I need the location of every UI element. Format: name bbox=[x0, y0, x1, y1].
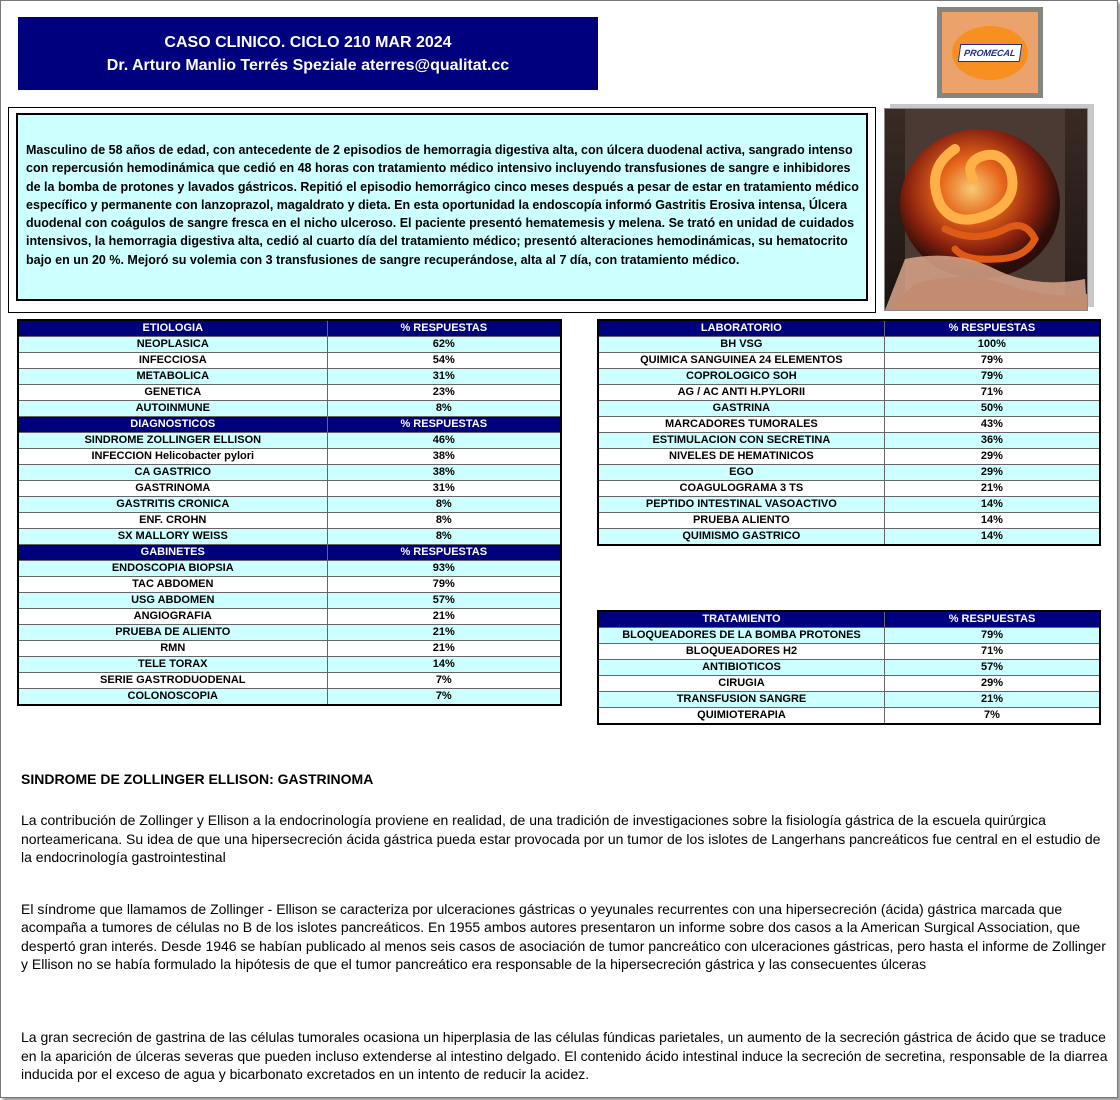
case-title: CASO CLINICO. CICLO 210 MAR 2024 bbox=[164, 33, 452, 51]
left-table-body bbox=[18, 320, 561, 705]
article-paragraph-1: La contribución de Zollinger y Ellison a la endocrinología proviene en realidad, de una tradición de investigaciones sobre la fisiología gástrica de la escuela quirúrgica norteamericana. Su idea de que una hipersecreción ácida gástrica pueda estar provocada por un tumor de los islotes de Langerhans pancreáticos fue central en el estudio de la endocrinología gastrointestinal bbox=[21, 812, 1101, 865]
table-row bbox=[18, 465, 561, 481]
left-results-table bbox=[17, 319, 562, 706]
row-label: AUTOINMUNE bbox=[18, 401, 327, 417]
promecal-logo-icon bbox=[937, 7, 1043, 98]
row-label: NIVELES DE HEMATINICOS bbox=[598, 449, 884, 465]
row-percent: 7% bbox=[327, 673, 561, 689]
row-percent: 8% bbox=[327, 401, 561, 417]
table-row bbox=[18, 401, 561, 417]
row-percent: 54% bbox=[327, 353, 561, 369]
column-header-percent: % RESPUESTAS bbox=[327, 417, 561, 433]
table-row bbox=[18, 657, 561, 673]
row-percent: 23% bbox=[327, 385, 561, 401]
row-percent: 38% bbox=[327, 465, 561, 481]
row-percent: 8% bbox=[327, 497, 561, 513]
table-row bbox=[18, 577, 561, 593]
row-percent: 21% bbox=[884, 481, 1100, 497]
case-header bbox=[18, 17, 598, 90]
row-label: PRUEBA ALIENTO bbox=[598, 513, 884, 529]
row-label: ENDOSCOPIA BIOPSIA bbox=[18, 561, 327, 577]
table-header-row bbox=[18, 417, 561, 433]
table-row bbox=[18, 513, 561, 529]
row-label: USG ABDOMEN bbox=[18, 593, 327, 609]
table-row bbox=[18, 449, 561, 465]
row-label: PRUEBA DE ALIENTO bbox=[18, 625, 327, 641]
row-label: TRANSFUSION SANGRE bbox=[598, 692, 884, 708]
table-row bbox=[598, 465, 1100, 481]
treat-table-body bbox=[598, 611, 1100, 724]
row-label: ESTIMULACION CON SECRETINA bbox=[598, 433, 884, 449]
row-percent: 8% bbox=[327, 529, 561, 545]
row-label: INFECCIOSA bbox=[18, 353, 327, 369]
row-label: SINDROME ZOLLINGER ELLISON bbox=[18, 433, 327, 449]
stomach-illustration-icon bbox=[884, 108, 1088, 311]
table-row bbox=[18, 689, 561, 706]
row-label: CA GASTRICO bbox=[18, 465, 327, 481]
author-line: Dr. Arturo Manlio Terrés Speziale aterres@qualitat.cc bbox=[106, 56, 510, 74]
row-label: BLOQUEADORES H2 bbox=[598, 644, 884, 660]
column-header-percent: % RESPUESTAS bbox=[884, 320, 1100, 337]
table-row bbox=[18, 673, 561, 689]
table-row bbox=[598, 660, 1100, 676]
row-label: METABOLICA bbox=[18, 369, 327, 385]
row-percent: 57% bbox=[327, 593, 561, 609]
row-percent: 36% bbox=[884, 433, 1100, 449]
row-label: SERIE GASTRODUODENAL bbox=[18, 673, 327, 689]
column-header-percent: % RESPUESTAS bbox=[327, 545, 561, 561]
column-header-percent: % RESPUESTAS bbox=[884, 611, 1100, 628]
table-row bbox=[598, 676, 1100, 692]
table-row bbox=[598, 337, 1100, 353]
table-row bbox=[18, 369, 561, 385]
table-row bbox=[18, 625, 561, 641]
row-percent: 21% bbox=[884, 692, 1100, 708]
case-description-frame bbox=[8, 107, 876, 313]
row-percent: 93% bbox=[327, 561, 561, 577]
table-row bbox=[18, 641, 561, 657]
row-label: QUIMISMO GASTRICO bbox=[598, 529, 884, 546]
table-row bbox=[598, 449, 1100, 465]
row-label: GASTRINOMA bbox=[18, 481, 327, 497]
table-row bbox=[598, 513, 1100, 529]
table-row bbox=[18, 385, 561, 401]
row-percent: 8% bbox=[327, 513, 561, 529]
row-percent: 14% bbox=[327, 657, 561, 673]
row-percent: 29% bbox=[884, 676, 1100, 692]
article-paragraph-3: La gran secreción de gastrina de las células tumorales ocasiona un hiperplasia de las células fúndicas parietales, un aumento de la secreción gástrica de ácido que se traduce en la aparición de úlceras severas que pueden incluso extenderse al intestino delgado. El contenido ácido intestinal induce la secreción de secretina, responsable de la diarrea inducida por el exceso de agua y bicarbonato excretados en un intento de reducir la acidez. bbox=[21, 1029, 1108, 1082]
table-row bbox=[18, 497, 561, 513]
row-label: GASTRITIS CRONICA bbox=[18, 497, 327, 513]
table-row bbox=[598, 481, 1100, 497]
row-percent: 29% bbox=[884, 465, 1100, 481]
table-row bbox=[598, 692, 1100, 708]
row-label: COLONOSCOPIA bbox=[18, 689, 327, 706]
row-label: AG / AC ANTI H.PYLORII bbox=[598, 385, 884, 401]
article-title: SINDROME DE ZOLLINGER ELLISON: GASTRINOMA bbox=[21, 771, 374, 787]
lab-table-body bbox=[598, 320, 1100, 545]
row-label: GENETICA bbox=[18, 385, 327, 401]
laboratorio-table bbox=[597, 319, 1101, 546]
row-percent: 50% bbox=[884, 401, 1100, 417]
column-header-category: GABINETES bbox=[18, 545, 327, 561]
row-percent: 46% bbox=[327, 433, 561, 449]
table-row bbox=[18, 593, 561, 609]
table-row bbox=[598, 529, 1100, 546]
table-row bbox=[598, 385, 1100, 401]
column-header-category: TRATAMIENTO bbox=[598, 611, 884, 628]
table-row bbox=[18, 337, 561, 353]
logo-text: PROMECAL bbox=[958, 44, 1022, 62]
table-header-row bbox=[598, 611, 1100, 628]
table-row bbox=[18, 433, 561, 449]
row-percent: 21% bbox=[327, 609, 561, 625]
row-percent: 7% bbox=[327, 689, 561, 706]
row-label: MARCADORES TUMORALES bbox=[598, 417, 884, 433]
column-header-category: ETIOLOGIA bbox=[18, 320, 327, 337]
row-percent: 79% bbox=[884, 369, 1100, 385]
article bbox=[21, 770, 1111, 1083]
table-header-row bbox=[18, 320, 561, 337]
row-percent: 21% bbox=[327, 641, 561, 657]
table-row bbox=[598, 708, 1100, 725]
row-label: SX MALLORY WEISS bbox=[18, 529, 327, 545]
row-label: TELE TORAX bbox=[18, 657, 327, 673]
row-percent: 21% bbox=[327, 625, 561, 641]
row-percent: 14% bbox=[884, 513, 1100, 529]
table-row bbox=[18, 353, 561, 369]
row-label: INFECCION Helicobacter pylori bbox=[18, 449, 327, 465]
table-row bbox=[598, 353, 1100, 369]
row-label: TAC ABDOMEN bbox=[18, 577, 327, 593]
column-header-category: LABORATORIO bbox=[598, 320, 884, 337]
table-header-row bbox=[598, 320, 1100, 337]
table-row bbox=[18, 529, 561, 545]
row-label: COAGULOGRAMA 3 TS bbox=[598, 481, 884, 497]
row-percent: 79% bbox=[327, 577, 561, 593]
row-percent: 14% bbox=[884, 497, 1100, 513]
table-row bbox=[598, 497, 1100, 513]
article-paragraph-2: El síndrome que llamamos de Zollinger - Ellison se caracteriza por ulceraciones gástricas o yeyunales recurrentes con una hipersecreción (ácida) gástrica marcada que acompaña a tumores de células no B de los islotes pancreáticos. En 1955 ambos autores presentaron un informe sobre dos casos a la American Surgical Association, que despertó gran interés. Desde 1946 se habían publicado al menos seis casos de asociación de tumor pancreático con ulceraciones gástricas, pero hasta el informe de Zollinger y Ellison no se había formulado la hipótesis de que el tumor pancreático era responsable de la hipersecreción gástrica y las consecuentes úlceras bbox=[21, 901, 1106, 973]
row-percent: 57% bbox=[884, 660, 1100, 676]
table-row bbox=[598, 644, 1100, 660]
tratamiento-table bbox=[597, 610, 1101, 725]
table-header-row bbox=[18, 545, 561, 561]
row-label: ANTIBIOTICOS bbox=[598, 660, 884, 676]
row-label: QUIMICA SANGUINEA 24 ELEMENTOS bbox=[598, 353, 884, 369]
row-label: GASTRINA bbox=[598, 401, 884, 417]
row-label: PEPTIDO INTESTINAL VASOACTIVO bbox=[598, 497, 884, 513]
row-percent: 43% bbox=[884, 417, 1100, 433]
row-label: RMN bbox=[18, 641, 327, 657]
row-label: QUIMIOTERAPIA bbox=[598, 708, 884, 725]
row-percent: 7% bbox=[884, 708, 1100, 725]
row-percent: 62% bbox=[327, 337, 561, 353]
row-percent: 71% bbox=[884, 385, 1100, 401]
row-percent: 38% bbox=[327, 449, 561, 465]
row-percent: 14% bbox=[884, 529, 1100, 546]
table-row bbox=[598, 417, 1100, 433]
row-percent: 71% bbox=[884, 644, 1100, 660]
row-label: ANGIOGRAFIA bbox=[18, 609, 327, 625]
table-row bbox=[18, 481, 561, 497]
row-label: BH VSG bbox=[598, 337, 884, 353]
table-row bbox=[598, 401, 1100, 417]
row-percent: 29% bbox=[884, 449, 1100, 465]
row-label: BLOQUEADORES DE LA BOMBA PROTONES bbox=[598, 628, 884, 644]
table-row bbox=[18, 609, 561, 625]
column-header-category: DIAGNOSTICOS bbox=[18, 417, 327, 433]
table-row bbox=[18, 561, 561, 577]
row-percent: 100% bbox=[884, 337, 1100, 353]
row-percent: 31% bbox=[327, 481, 561, 497]
table-row bbox=[598, 628, 1100, 644]
table-row bbox=[598, 369, 1100, 385]
row-label: CIRUGIA bbox=[598, 676, 884, 692]
column-header-percent: % RESPUESTAS bbox=[327, 320, 561, 337]
row-percent: 31% bbox=[327, 369, 561, 385]
table-row bbox=[598, 433, 1100, 449]
row-label: EGO bbox=[598, 465, 884, 481]
case-description: Masculino de 58 años de edad, con antecedente de 2 episodios de hemorragia digestiva alta, con úlcera duodenal activa, sangrado intenso con repercusión hemodinámica que cedió en 48 horas con tratamiento médico intensivo incluyendo transfusiones de sangre e inhibidores de la bomba de protones y lavados gástricos. Repitió el episodio hemorrágico cinco meses después a pesar de estar en tratamiento médico específico y permanente con lanzoprazol, magaldrato y dieta. En esta oportunidad la endoscopía informó Gastritis Erosiva intensa, Úlcera duodenal con coágulos de sangre fresca en el nicho ulceroso. El paciente presentó hematemesis y melena. Se trató en unidad de cuidados intensivos, la hemorragia digestiva alta, cedió al cuarto día del tratamiento médico; presentó alteraciones hemodinámicas, su hematocrito bajo en un 20 %. Mejoró su volemia con 3 transfusiones de sangre recuperándose, alta al 7 día, con tratamiento médico. bbox=[16, 113, 868, 301]
row-percent: 79% bbox=[884, 353, 1100, 369]
row-label: NEOPLASICA bbox=[18, 337, 327, 353]
row-label: ENF. CROHN bbox=[18, 513, 327, 529]
row-percent: 79% bbox=[884, 628, 1100, 644]
row-label: COPROLOGICO SOH bbox=[598, 369, 884, 385]
